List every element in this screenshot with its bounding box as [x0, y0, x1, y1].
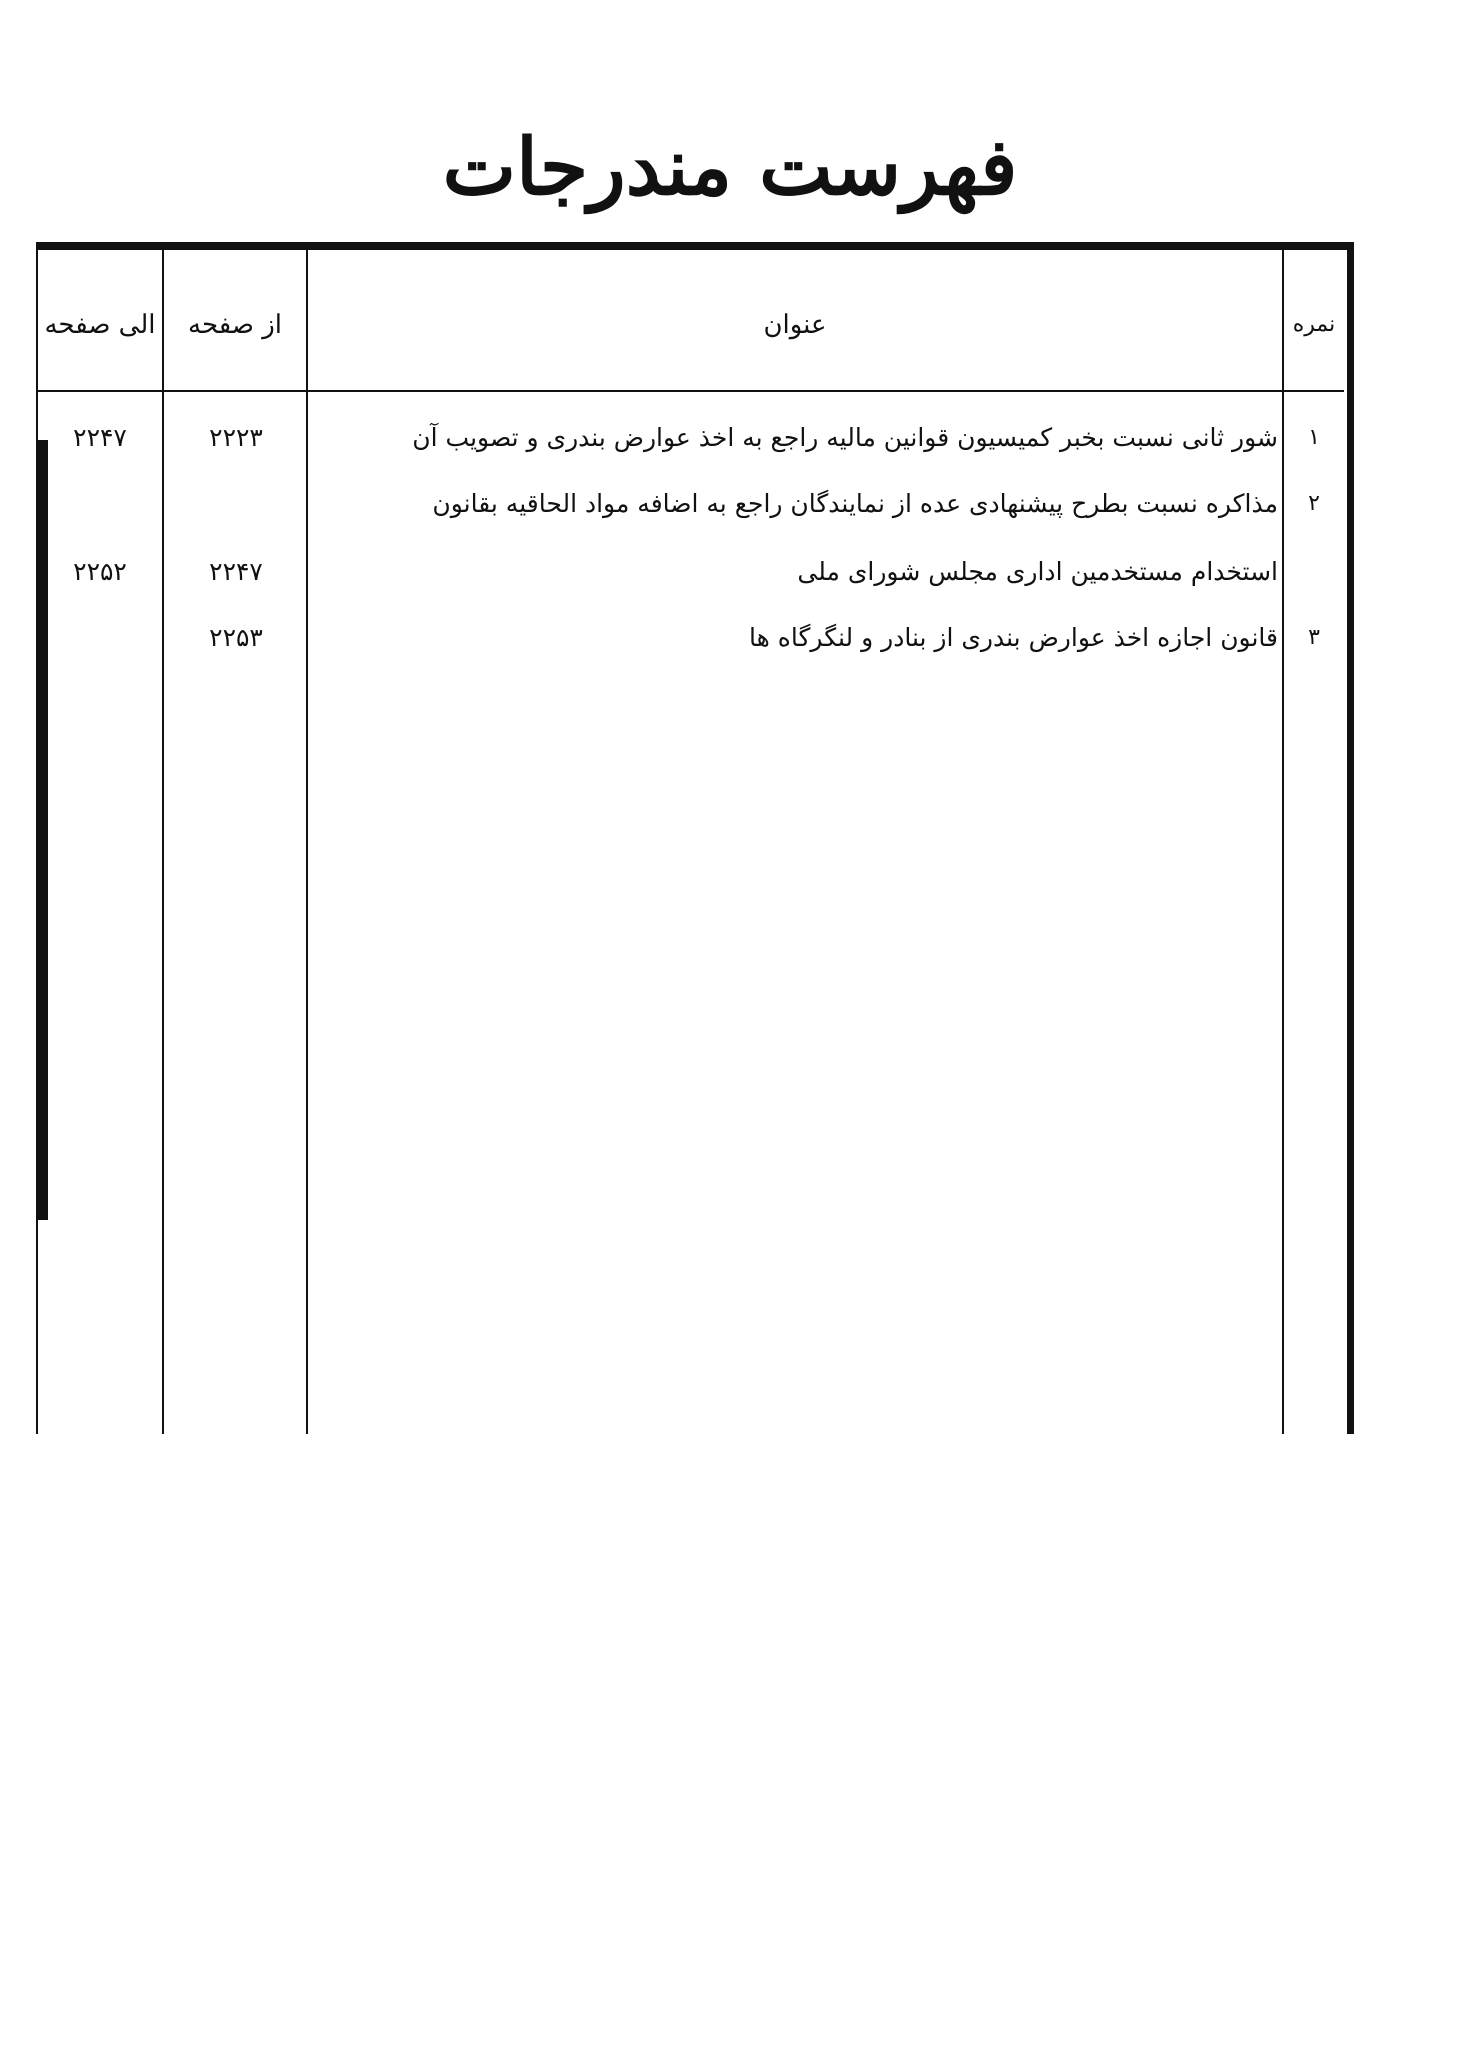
row-3-number: ۳: [1308, 625, 1320, 650]
column-divider-to-from: [162, 250, 164, 1434]
row-1-subject-line-1: شور ثانی نسبت بخبر کمیسیون قوانین مالیه راجع به اخذ عوارض بندری و تصویب آن: [412, 423, 1278, 452]
row-3-from-page: ۲۲۵۳: [209, 623, 263, 652]
header-subject: عنوان: [763, 310, 827, 340]
row-3-subject-line-1: قانون اجازه اخذ عوارض بندری از بنادر و لنگرگاه ها: [749, 623, 1278, 652]
page-title: فهرست مندرجات: [442, 122, 1018, 213]
header-to-page: الی صفحه: [44, 310, 156, 340]
column-divider-from-subject: [306, 250, 308, 1434]
row-1-to-page: ۲۲۴۷: [73, 423, 127, 452]
header-divider: [38, 390, 1344, 392]
row-1-from-page: ۲۲۲۳: [209, 423, 263, 452]
row-2-from-page: ۲۲۴۷: [209, 557, 263, 586]
column-divider-subject-number: [1282, 250, 1284, 1434]
row-2-number: ۲: [1308, 491, 1320, 516]
header-from-page: از صفحه: [188, 310, 282, 340]
row-2-subject-line-1: مذاکره نسبت بطرح پیشنهادی عده از نمایندگان راجع به اضافه مواد الحاقیه بقانون: [432, 489, 1278, 518]
row-1-number: ۱: [1308, 425, 1320, 450]
row-2-subject-line-2: استخدام مستخدمین اداری مجلس شورای ملی: [797, 557, 1278, 586]
row-2-to-page: ۲۲۵۲: [73, 557, 127, 586]
header-number: نمره: [1292, 312, 1336, 337]
